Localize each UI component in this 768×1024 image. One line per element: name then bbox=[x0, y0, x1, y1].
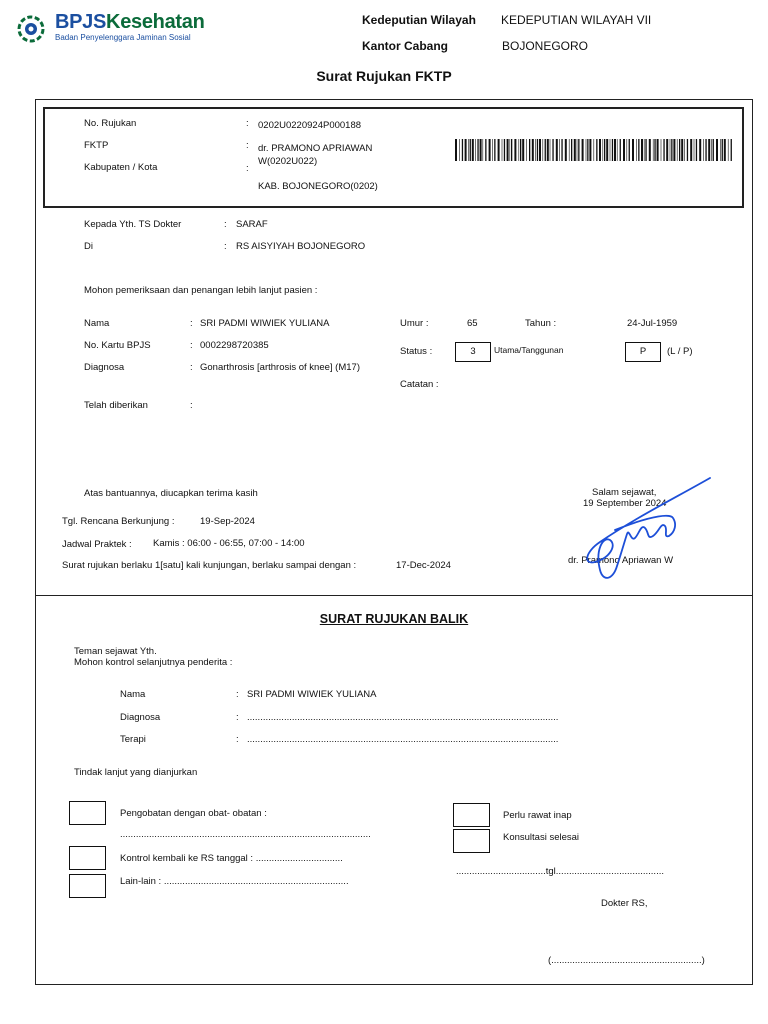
colon: : bbox=[224, 219, 227, 230]
kantor-value: BOJONEGORO bbox=[502, 39, 589, 53]
mohon-kontrol-text: Mohon kontrol selanjutnya penderita : bbox=[74, 657, 233, 668]
section-divider bbox=[35, 595, 753, 596]
telah-label: Telah diberikan bbox=[84, 400, 148, 411]
sex-desc: (L / P) bbox=[667, 346, 693, 357]
dokter-sign-line: (.........................................................) bbox=[548, 955, 705, 966]
kontrol-checkbox[interactable] bbox=[69, 846, 106, 870]
lain-lain-label: Lain-lain : ...................................................................... bbox=[120, 876, 349, 887]
balik-nama-label: Nama bbox=[120, 689, 146, 700]
rawat-inap-checkbox[interactable] bbox=[453, 803, 490, 827]
lain-lain-checkbox[interactable] bbox=[69, 874, 106, 898]
colon: : bbox=[236, 689, 239, 700]
nama-value: SRI PADMI WIWIEK YULIANA bbox=[200, 318, 330, 329]
fktp-value-line1: dr. PRAMONO APRIAWAN bbox=[258, 143, 373, 154]
konsultasi-label: Konsultasi selesai bbox=[503, 832, 580, 843]
diagnosa-dotted-line: ...................................................................................................................... bbox=[247, 712, 559, 723]
diagnosa-value: Gonarthrosis [arthrosis of knee] (M17) bbox=[200, 362, 360, 373]
umur-label: Umur : bbox=[400, 318, 429, 329]
kontrol-label: Kontrol kembali ke RS tanggal : ................................. bbox=[120, 853, 343, 864]
sex-box: P bbox=[625, 342, 661, 362]
tahun-value: 24-Jul-1959 bbox=[627, 318, 678, 329]
catatan-label: Catatan : bbox=[400, 379, 439, 390]
tgl-line: ..................................tgl......................................... bbox=[456, 866, 664, 877]
fktp-value-line2: W(0202U022) bbox=[258, 156, 318, 167]
colon: : bbox=[190, 318, 193, 329]
tindak-lanjut-text: Tindak lanjut yang dianjurkan bbox=[74, 767, 198, 778]
status-box: 3 bbox=[455, 342, 491, 362]
kedeputian-label: Kedeputian Wilayah bbox=[362, 13, 476, 27]
tahun-label: Tahun : bbox=[525, 318, 557, 329]
jadwal-value: Kamis : 06:00 - 06:55, 07:00 - 14:00 bbox=[153, 538, 305, 549]
rencana-label: Tgl. Rencana Berkunjung : bbox=[62, 516, 175, 527]
colon: : bbox=[236, 712, 239, 723]
no-rujukan-value: 0202U0220924P000188 bbox=[258, 120, 362, 131]
colon: : bbox=[190, 340, 193, 351]
umur-value: 65 bbox=[467, 318, 478, 329]
balik-title: SURAT RUJUKAN BALIK bbox=[319, 612, 469, 626]
kepada-label: Kepada Yth. TS Dokter bbox=[84, 219, 182, 230]
teman-text: Teman sejawat Yth. bbox=[74, 646, 157, 657]
pengobatan-checkbox[interactable] bbox=[69, 801, 106, 825]
balik-terapi-label: Terapi bbox=[120, 734, 146, 745]
kepada-value: SARAF bbox=[236, 219, 268, 230]
nama-label: Nama bbox=[84, 318, 110, 329]
bpjs-logo-text: BPJSKesehatan bbox=[55, 11, 205, 33]
thanks-text: Atas bantuannya, diucapkan terima kasih bbox=[84, 488, 258, 499]
kartu-value: 0002298720385 bbox=[200, 340, 269, 351]
colon: : bbox=[246, 118, 249, 129]
status-desc: Utama/Tanggunan bbox=[494, 345, 564, 355]
colon: : bbox=[246, 163, 249, 174]
colon: : bbox=[224, 241, 227, 252]
konsultasi-checkbox[interactable] bbox=[453, 829, 490, 853]
document-title: Surat Rujukan FKTP bbox=[316, 68, 452, 84]
colon: : bbox=[190, 362, 193, 373]
colon: : bbox=[236, 734, 239, 745]
kabupaten-value: KAB. BOJONEGORO(0202) bbox=[258, 181, 378, 192]
no-rujukan-label: No. Rujukan bbox=[84, 118, 137, 129]
balik-diagnosa-label: Diagnosa bbox=[120, 712, 161, 723]
colon: : bbox=[190, 400, 193, 411]
barcode bbox=[455, 139, 733, 161]
diagnosa-label: Diagnosa bbox=[84, 362, 125, 373]
balik-nama-value: SRI PADMI WIWIEK YULIANA bbox=[247, 689, 377, 700]
berlaku-value: 17-Dec-2024 bbox=[396, 560, 451, 571]
bpjs-logo-subtitle: Badan Penyelenggara Jaminan Sosial bbox=[55, 33, 191, 42]
kantor-label: Kantor Cabang bbox=[362, 39, 449, 53]
rawat-inap-label: Perlu rawat inap bbox=[503, 810, 572, 821]
doctor-name: dr. Pramono Apriawan W bbox=[568, 555, 674, 566]
signature-image bbox=[555, 470, 715, 590]
salam-text: Salam sejawat, bbox=[592, 487, 657, 498]
pengobatan-label: Pengobatan dengan obat- obatan : bbox=[120, 808, 267, 819]
pengobatan-dotted-line: ............................................................................................... bbox=[120, 829, 371, 840]
dokter-rs-label: Dokter RS, bbox=[601, 898, 648, 909]
rencana-value: 19-Sep-2024 bbox=[200, 516, 255, 527]
kartu-label: No. Kartu BPJS bbox=[84, 340, 151, 351]
kabupaten-label: Kabupaten / Kota bbox=[84, 162, 158, 173]
berlaku-label: Surat rujukan berlaku 1[satu] kali kunjungan, berlaku sampai dengan : bbox=[62, 560, 357, 571]
colon: : bbox=[246, 140, 249, 151]
jadwal-label: Jadwal Praktek : bbox=[62, 539, 132, 550]
mohon-text: Mohon pemeriksaan dan penangan lebih lanjut pasien : bbox=[84, 285, 318, 296]
fktp-label: FKTP bbox=[84, 140, 109, 151]
di-label: Di bbox=[84, 241, 93, 252]
status-label: Status : bbox=[400, 346, 433, 357]
di-value: RS AISYIYAH BOJONEGORO bbox=[236, 241, 366, 252]
letter-date: 19 September 2024 bbox=[583, 498, 667, 509]
bpjs-logo-icon bbox=[16, 14, 46, 44]
terapi-dotted-line: ...................................................................................................................... bbox=[247, 734, 559, 745]
kedeputian-value: KEDEPUTIAN WILAYAH VII bbox=[501, 13, 652, 27]
